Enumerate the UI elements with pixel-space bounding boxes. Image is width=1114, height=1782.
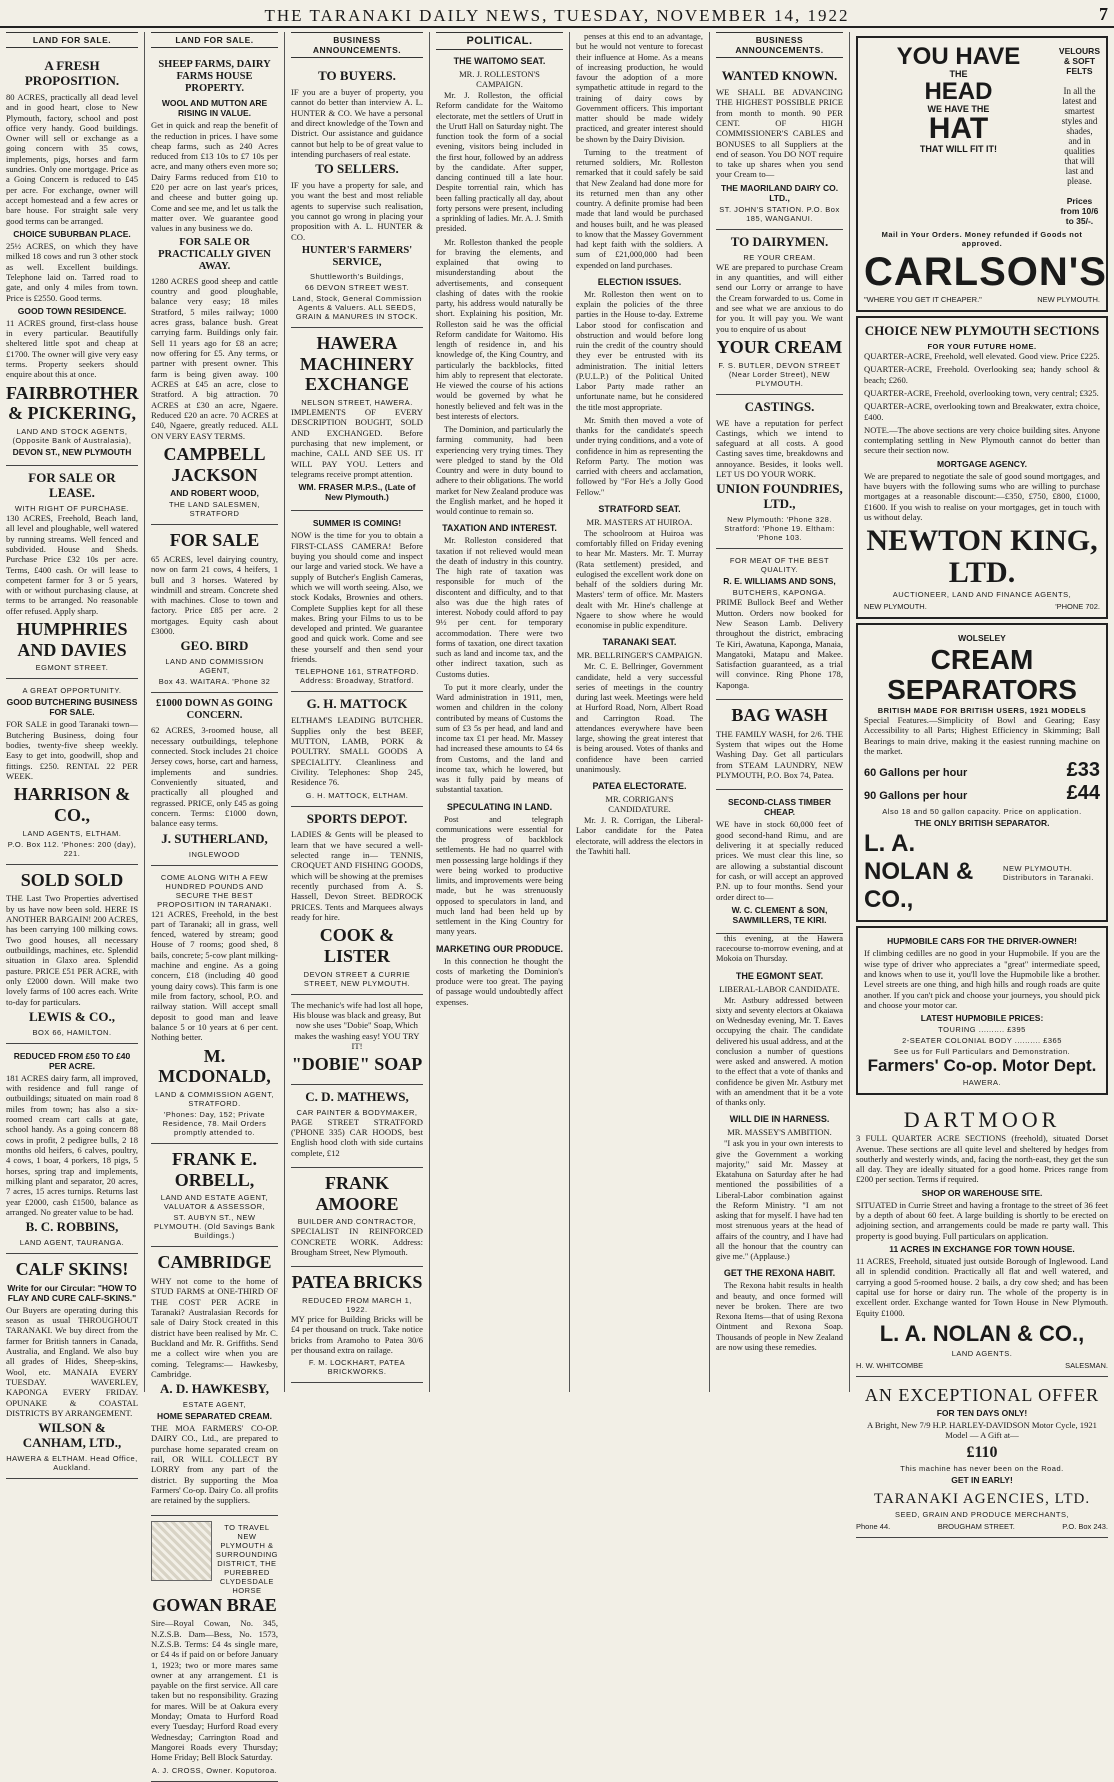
ad-subheading: FOR TEN DAYS ONLY! [936, 1407, 1028, 1418]
ad-subheading: COME ALONG WITH A FEW HUNDRED POUNDS AND SECURE THE BEST PROPOSITION IN TARANAKI. [157, 872, 272, 909]
ad-subheading: AUCTIONEER, LAND AND FINANCE AGENTS, [892, 590, 1072, 600]
ad-body: FOR SALE in good Taranaki town—Butchering Business, doing four bodies, twenty-five sheep weekly. Easy to get into, goodwill, shop and fittings. £250. RENTAL 22 PER WEEK. [6, 719, 138, 781]
ad-note: Also 18 and 50 gallon capacity. Price on application. [882, 807, 1082, 817]
ad-body: THE MOA FARMERS' CO-OP. DAIRY CO., Ltd., are prepared to purchase home separated cream on rail, OR WILL COLLECT BY LORRY from any part of the district. By supporting the Moa Farmers' Co-op. Dairy Co. all profits are retained by the suppliers. [151, 1423, 278, 1506]
city: HAWERA. [962, 1078, 1002, 1088]
ad-address: TELEPHONE 161, STRATFORD. Address: Broadway, Stratford. [294, 667, 420, 686]
salesman-label: SALESMAN. [1065, 1360, 1108, 1370]
wolseley-ad [856, 623, 1108, 922]
ad-heading: WANTED KNOWN. [721, 68, 838, 83]
ad-heading: TO BUYERS. [318, 68, 396, 83]
ad-heading: J. SUTHERLAND, [161, 830, 268, 846]
distributor: NEW PLYMOUTH. Distributors in Taranaki. [1003, 864, 1094, 883]
ad-heading: FRANK AMOORE [315, 1173, 399, 1214]
advert [716, 64, 843, 230]
ad-subheading: SUMMER IS COMING! [312, 518, 402, 529]
ad-subheading: LAND AND COMMISSION AGENT, [165, 657, 264, 676]
ad-subheading: RE YOUR CREAM. [743, 252, 816, 262]
ad-heading: A FRESH PROPOSITION. [24, 58, 120, 88]
article-subheading: LIBERAL-LABOR CANDIDATE. [719, 983, 840, 994]
article-heading: SPECULATING IN LAND. [446, 801, 553, 812]
newton-king-logo: NEWTON KING, LTD. [866, 524, 1098, 589]
ad-heading: "DOBIE" SOAP [291, 1054, 423, 1075]
article-paragraph: Mr. Rolleston thanked the people for braving the elements, and explained that owing to misunderstanding about the advertisements, and consequent clashing of dates with the rookie party, his address would naturally be short. Explaining his position, Mr. Rolleston said he was the official Reform candidate for Waitomo. His length of residence in, and his knowledge of, the King Country, and particularly the backblocks, fitted him ably to represent that electorate. He viewed the course of his actions would be governed by what he honestly believed and felt was in the best interests of electors. [436, 237, 563, 421]
ad-subheading: FOR MEAT OF THE BEST QUALITY. [729, 556, 830, 575]
column-heading: POLITICAL. [436, 32, 563, 50]
hupmobile-ad [856, 926, 1108, 1095]
section-line: QUARTER-ACRE, Freehold, well elevated. Good view. Price £225. [864, 350, 1100, 361]
ad-address: LAND AGENT, TAURANGA. [19, 1238, 125, 1248]
ad-subheading: 11 ACRES IN EXCHANGE FOR TOWN HOUSE. [889, 1244, 1075, 1255]
horse-illustration [151, 1521, 212, 1581]
ad-subheading: MORTGAGE AGENCY. [937, 458, 1027, 469]
hat-ad-right [1059, 44, 1100, 228]
article-subheading: MR. MASTERS AT HUIROA. [586, 516, 693, 527]
ad-note: This machine has never been on the Road. [900, 1463, 1064, 1473]
ad-subheading: Mail in Your Orders. Money refunded if Goods not approved. [881, 230, 1083, 248]
ad-subheading: TO TRAVEL NEW PLYMOUTH & SURROUNDING DISTRICT, THE PUREBRED CLYDESDALE HORSE [215, 1522, 279, 1595]
price-row [864, 759, 1100, 782]
ad-subheading: CAR PAINTER & BODYMAKER, [296, 1107, 418, 1117]
column-6 [710, 32, 850, 1392]
ad-subheading: ESTATE AGENT, [182, 1400, 247, 1410]
ad-heading: SECOND-CLASS TIMBER CHEAP. [728, 797, 831, 818]
ad-heading: TO DAIRYMEN. [730, 233, 829, 249]
article-paragraph: The Dominion, and particularly the farming community, had been experiencing very trying times. They were pledged to stand by the Old Country and were in duty bound to adhere to their obligations. The world market for New Zealand produce was the English market, and he hoped it would continue to remain so. [436, 425, 563, 516]
ad-address: INGLEWOOD [188, 849, 241, 859]
ad-heading: FAIRBROTHER & PICKERING, [6, 382, 139, 424]
ad-address: G. H. MATTOCK, ELTHAM. [305, 790, 409, 800]
ad-body: A Bright, New 7/9 H.P. HARLEY-DAVIDSON Motor Cycle, 1921 Model — A Gift at— [867, 1419, 1097, 1441]
ad-body: Sire—Royal Cowan, No. 345, N.Z.S.B. Dam—Bess, No. 1573, N.Z.S.B. Terms: £4 4s single mare, or £4 4s if paid on or before January 1, 1923; two or more mares same owner at any arrangement. £1 is payable on the first service. All care taken but no responsibility. Grazing for mares. Will be at Oakura every Monday; Omata to Hurford Road every Tuesday; Hurford Road every Wednesday; Carrington Road and Mangorei Roads every Thursday; Home Friday; Bell Block Saturday. [151, 1618, 278, 1763]
ad-subheading: SHOP OR WAREHOUSE SITE. [921, 1187, 1043, 1198]
article-heading: STRATFORD SEAT. [598, 503, 681, 514]
ad-heading: R. E. WILLIAMS AND SONS, [723, 576, 836, 587]
ad-address: BUTCHERS, KAPONGA. [732, 588, 827, 598]
ad-address: A. J. CROSS, Owner. Koputoroa. [151, 1765, 278, 1775]
ad-body: ELTHAM'S LEADING BUTCHER. Supplies only the best BEEF, MUTTON, LAMB, PORK & POULTRY. SMALL GOODS A SPECIALITY. Cleanliness and Civility. Telephones: Shop 245, Residence 76. [291, 715, 423, 788]
ad-body: WE have in stock 60,000 feet of good second-hand Rimu, and are delivering it at specially reduced prices. We must clear this line, so are allowing a substantial discount for cash, or will accept an approved P.N. up to four months. Send your order direct to— [716, 819, 843, 902]
ad-footer [856, 1361, 1108, 1370]
advert [151, 1144, 278, 1247]
advert [151, 1247, 278, 1515]
ad-address: F. S. BUTLER, DEVON STREET (Near Lorder Street), NEW PLYMOUTH. [718, 360, 841, 388]
ad-body: PAGE STREET STRATFORD ('PHONE 335) CAR HOODS, best English hood cloth with side curtains complete, £12 [291, 1116, 423, 1158]
column-heading: BUSINESS ANNOUNCEMENTS. [291, 32, 423, 58]
article-heading: MARKETING OUR PRODUCE. [436, 943, 564, 954]
phone: Phone 44. [856, 1521, 891, 1531]
ad-address: EGMONT STREET. [35, 663, 109, 673]
ad-heading: WILSON & CANHAM, LTD., [22, 1420, 122, 1451]
advert [716, 549, 843, 700]
ad-heading: SPORTS DEPOT. [306, 810, 408, 826]
ad-heading: C. D. MATHEWS, [305, 1088, 409, 1104]
price-line: 2-SEATER COLONIAL BODY .......... £365 [902, 1036, 1062, 1046]
ad-heading: UNION FOUNDRIES, LTD., [716, 481, 843, 512]
article-heading: THE WAITOMO SEAT. [453, 56, 546, 66]
ad-heading: FOR SALE [169, 530, 260, 551]
ad-subheading: LAND AGENTS. [951, 1348, 1013, 1358]
price-row [864, 782, 1100, 805]
advert [151, 525, 278, 693]
article-paragraph: Mr. Rolleston considered that taxation if not relieved would mean the death of industry in this country. The high rate of taxation was responsible for much of the discontent and difficulty, and to that also was due the high rates of interest. Nobody could afford to pay 9½ per cent. for temporary accommodation. There were two forms of taxation, one direct taxation such as land and income tax, and the other indirect taxation, such as Customs duties. [436, 536, 563, 679]
ad-heading: HEAD [924, 78, 993, 106]
ad-body: NOW is the time for you to obtain a FIRST-CLASS CAMERA! Before buying you should come and inspect our large and varied stock. We have a supply of Butcher's English Cameras, which we will worth seeing. Also, we stock Kodaks, Brownies and others. Complete Supplies kept for all these makes. Bring your Films to us to be developed and printed. We guarantee good and quick work. Come and see these yourself and then send your friends. [291, 530, 423, 665]
article-paragraph: penses at this end to an advantage, but he would not venture to forecast their influence at Home. As a means of increasing production, he would favour the adoption of a more sympathetic attitude in regard to the training of dairy cows by Government officers. This important matter should be made widely practiced, and greater interest should be shown by the Dairy Division. [576, 32, 703, 144]
ad-heading: FOR SALE OR PRACTICALLY GIVEN AWAY. [158, 236, 271, 272]
column-4 [430, 32, 570, 1392]
ad-body: The mechanic's wife had lost all hope, His blouse was black and greasy, But now she uses "Dobie" Soap, Which makes the washing easy! YOU TRY IT! [291, 999, 423, 1051]
ad-subheading: WE HAVE THE [927, 104, 990, 115]
ad-address: Box 43. WAITARA. 'Phone 32 [158, 677, 271, 687]
ad-address: 66 DEVON STREET WEST. [304, 283, 410, 293]
po-box: P.O. Box 243. [1062, 1521, 1108, 1531]
advert [291, 328, 423, 511]
ad-body: 1280 ACRES good sheep and cattle country and good ploughable, balance very easy; 18 miles Stratford, 5 miles railway; 1000 acres grass, balance bush. Great carrying farm. Buildings only fair. Sell 11 years ago for £8 an acre; now offering for £5. Any terms, or partner with present owner. This farm is being given away. 100 ACRES at £45 an acre, close to Stratford. A big attraction. 70 ACRES at £30 an acre, Ngaere. Reduced £20 an acre. 70 ACRES at £40, Ngaere, greatly reduced. ALL ON VERY EASY TERMS. [151, 275, 278, 441]
ad-body: 11 ACRES, Freehold, situated just outside Borough of Inglewood. Land all in splendid condition. Practically all flat and well watered, and carrying a good 5-roomed house. 2 bails, a dry cow shed; and has been capital use for horse or dairy run. The whole of the property is in excellent order. Exchange wanted for Town House in New Plymouth. Equity £1000. [856, 1256, 1108, 1318]
ad-body: SPECIALIST IN REINFORCED CONCRETE WORK. Address: Brougham Street, New Plymouth. [291, 1226, 423, 1258]
article-paragraph: this evening, at the Hawera racecourse to-morrow evening, and at Mokoia on Thursday. [716, 933, 843, 964]
ad-body: Our Buyers are operating during this season as usual THROUGHOUT TARANAKI. We buy direct from the farmer for British tanners in Canada, Australia, and England. We also buy all grades of Hides, Sheep-skins, Wool, etc. MANAIA EVERY TUESDAY. WAVERLEY, KAPONGA EVERY FRIDAY. OPUNAKE & COASTAL DISTRICTS BY ARRANGEMENT. [6, 1304, 138, 1418]
ad-subheading: A GREAT OPPORTUNITY. [22, 686, 122, 696]
carlsons-ad [856, 36, 1108, 312]
column-heading: LAND FOR SALE. [6, 32, 138, 48]
ad-body: In all the latest and smartest styles and shades, and in qualities that will last and please. [1061, 86, 1098, 186]
article-subheading: MR. J. ROLLESTON'S CAMPAIGN. [459, 69, 540, 89]
ad-heading: GOWAN BRAE [152, 1594, 277, 1615]
ad-subheading: WOLSELEY [958, 633, 1006, 644]
nolan-logo: L. A. NOLAN & CO., [864, 830, 974, 914]
article-paragraph: Mr. Smith then moved a vote of thanks for the candidate's speech under trying conditions, and a vote of confidence in him as representing the Reform Party. The motion was carried with cheers and acclamation, followed by "For He's a Jolly Good Fellow." [576, 415, 703, 497]
ad-subheading: THE MAORILAND DAIRY CO. LTD., [720, 182, 839, 203]
city: NEW PLYMOUTH. [864, 602, 927, 612]
article-paragraph: "I ask you in your own interests to give the Government a working majority," said Mr. Massey at Ekatahuna on Saturday after he had mentioned the possibilities of a Liberal-Labor combination against the Reform Ministry. "I am not asking that for myself. I have had ten most strenuous years at the head of affairs of the country, and I have had all the honour that the country can give me." (Applause.) [716, 1139, 843, 1262]
price-label: 60 Gallons per hour [864, 767, 968, 780]
ad-heading: £1000 DOWN AS GOING CONCERN. [156, 698, 273, 722]
ad-price: £110 [966, 1443, 998, 1461]
advert [716, 700, 843, 790]
article-paragraph: Mr. Astbury addressed between sixty and seventy electors at Okaiawa on Wednesday evening, Mr. T. Eaves occupying the chair. The candidate delivered his usual address, and at the conclusion a number of questions were asked and answered. A motion to the effect that a vote of thanks and confidence be given Mr. Astbury met with an amendment that it be a vote of thanks only. [716, 995, 843, 1108]
advert [291, 511, 423, 692]
ad-heading: CASTINGS. [744, 398, 815, 414]
ad-subheading: AND ROBERT WOOD, [170, 488, 259, 499]
ad-heading: CAMBRIDGE [157, 1252, 272, 1273]
advert [291, 692, 423, 806]
ad-subheading: WITH RIGHT OF PURCHASE. [14, 503, 130, 513]
ad-heading: FOR SALE OR LEASE. [28, 470, 116, 500]
section-line: QUARTER-ACRE, Freehold, overlooking town, very central; £325. [864, 387, 1099, 398]
ad-heading: CALF SKINS! [15, 1259, 129, 1280]
ad-heading: A. D. HAWKESBY, [160, 1381, 269, 1397]
column-3 [285, 32, 430, 1392]
ad-address: New Plymouth: 'Phone 328. Stratford: 'Phone 19. Eltham: 'Phone 103. [724, 515, 835, 543]
ad-subheading: LAND & COMMISSION AGENT, STRATFORD. [154, 1089, 275, 1108]
ad-heading: CAMPBELL JACKSON [163, 443, 266, 485]
ad-address: THE LAND SALESMEN, STRATFORD [168, 500, 261, 519]
ad-subheading: LATEST HUPMOBILE PRICES: [920, 1013, 1044, 1024]
ad-body: 62 ACRES, 3-roomed house, all necessary outbuildings, telephone connected. Stock includes 21 choice Jersey cows, horse, cart and harness, implements and sundries. Conveniently situated, and practically all ploughed and regrassed. PRICE, only £45 as going concern. Terms: £1000 down, balance easy terms. [151, 725, 278, 829]
advert [6, 865, 138, 1044]
ad-body: 181 ACRES dairy farm, all improved, with residence and full range of outbuildings; situated on main road 8 miles from town; has also a six-roomed cream cart calls at gate, school handy. As a going concern 88 cows in profit, 2 pedigree bulls, 2 18 months old heifers, 6 calves, poultry, 4 cows, 1 boar, 4 porkers, 18 pigs, 5 horses, spring trap and implements, milking plant and separator, 20 acres, 7 acres, 15 acres turnips. Returns last year £2000, cash £1500, balance as arranged. No greater value to be had. [6, 1072, 138, 1217]
article-heading: PATEA ELECTORATE. [592, 781, 687, 791]
ad-footer [864, 602, 1100, 611]
article-paragraph: Turning to the treatment of returned soldiers, Mr. Rolleston remarked that it could safely be said that New Zealand had done more for its returned men than any other country. A definite promise had been made that land would be purchased and houses built, and he was pleased to know that the Massey Government had kept faith with the soldiers. A sum of £21,000,000 had been expended on land purchases. [576, 147, 703, 270]
ad-address: DEVON STREET & CURRIE STREET, NEW PLYMOUTH. [303, 969, 411, 988]
article-paragraph: Mr. J. R. Corrigan, the Liberal-Labor candidate for the Patea electorate, will address the electors in the Tawhiti hall. [576, 816, 703, 856]
column-2 [145, 32, 285, 1775]
ad-heading: HAT [928, 112, 989, 146]
ad-footer [864, 830, 1100, 914]
article-paragraph: The schoolroom at Huiroa was comfortably filled on Friday evening to hear Mr. Masters. Mr. T. Murray (Rata settlement) presided, and eulogised the excellent work done on behalf of the soldiers during Mr. Masters' term of office. Mr. Masters dealt with Mr. Hine's challenge at Ngaere to show where he would economise in public expenditure. [576, 528, 703, 630]
advert [716, 230, 843, 395]
advert [291, 807, 423, 995]
advert [6, 679, 138, 864]
ad-heading: PATEA BRICKS [291, 1272, 423, 1293]
advert [151, 693, 278, 865]
price-value: £44 [1066, 782, 1100, 805]
article-heading: THE EGMONT SEAT. [735, 970, 824, 981]
advert [6, 1254, 138, 1479]
ad-heading: HARRISON & CO., [13, 784, 131, 825]
ad-subheading: THE [949, 69, 968, 80]
ad-heading: COOK & LISTER [319, 925, 395, 966]
ad-subheading: REDUCED FROM £50 TO £40 PER ACRE. [13, 1050, 131, 1071]
article-subheading: MR. BELLRINGER'S CAMPAIGN. [576, 650, 703, 661]
dartmoor-ad [856, 1099, 1108, 1377]
ad-heading: HUMPHRIES AND DAVIES [16, 619, 128, 660]
column-heading: LAND FOR SALE. [151, 32, 278, 48]
article-subheading: MR. CORRIGAN'S CANDIDATURE. [605, 794, 674, 814]
ad-footer [864, 295, 1100, 304]
advert [716, 790, 843, 934]
article-paragraph: Post and telegraph communications were essential for the progress of backblock settlements. He had no quarrel with men possessing large holdings if they were being worked to productive limits, and improvements were being made, but he was strenuously opposed to speculators in land, and much land had been held up by settlement in the King Country for many years. [436, 814, 563, 937]
ad-address: ST. JOHN'S STATION. P.O. Box 185, WANGANUI. [719, 204, 840, 223]
ad-subheading: GOOD BUTCHERING BUSINESS FOR SALE. [6, 697, 138, 718]
ad-subheading: GOOD TOWN RESIDENCE. [17, 305, 127, 316]
ad-address: BOX 66, HAMILTON. [32, 1027, 112, 1037]
ad-body: 3 FULL QUARTER ACRE SECTIONS (freehold), situated Dorset Avenue. These sections are all quite level and sheltered by hedges from southerly and westerly winds, and, facing the north-east, they get the sun all day. They are ideally situated for a good home. Prices range from £200 per section. Terms if required. [856, 1133, 1108, 1185]
newton-king-ad [856, 316, 1108, 619]
phone: 'PHONE 702. [1055, 602, 1100, 612]
advert [151, 1516, 278, 1782]
column-1 [0, 32, 145, 1473]
ad-subheading: CHOICE SUBURBAN PLACE. [13, 228, 131, 239]
ad-heading: M. MCDONALD, [158, 1045, 271, 1087]
ad-heading: GEO. BIRD [180, 638, 249, 654]
ad-heading: BAG WASH [731, 705, 828, 726]
article-paragraph: To put it more clearly, under the Ward administration in 1911, men, women and children in the colony contributed by means of Customs the sum of £3 5s per head, and land and income tax £1 per head. Mr. Massey had increased these amounts to £4 6s from Customs, and the land and income tax, which he lowered, but was it fully paid by means of substantial taxation. [436, 682, 563, 795]
page-number: 7 [1099, 4, 1108, 24]
hat-ad-top [864, 44, 1100, 228]
advert [6, 466, 138, 679]
article-heading: ELECTION ISSUES. [597, 276, 682, 287]
ad-heading: SOLD SOLD [20, 869, 124, 890]
salesman-name: H. W. WHITCOMBE [856, 1360, 924, 1370]
article-subheading: MR. MASSEY'S AMBITION. [727, 1127, 832, 1138]
ad-body: 25½ ACRES, on which they have milked 18 cows and run 3 other stock as well. Excellent buildings. Telephone laid on. Tarred road to gate, and only 4 miles from town. Price is £2550. Good terms. [6, 240, 138, 303]
ad-subheading: Shuttleworth's Buildings, [310, 272, 404, 282]
article-heading: GET THE REXONA HABIT. [723, 1268, 836, 1279]
ad-body: If climbing cedilles are no good in your Hupmobile. If you are the wise type of driver who appreciates a "great" intermediate speed, and knows when to use it, you'll love the Hupmobile like a brother. Level streets are one thing, and high hills and rough roads are quite another. If you can't pick and choose your journeys, you should pick and choose your motor car. [864, 948, 1100, 1010]
ad-subheading: WOOL AND MUTTON ARE RISING IN VALUE. [161, 98, 268, 119]
ad-body: WE have a reputation for perfect Castings, which we intend to safeguard at all costs. A good Casting saves time, breakdowns and annoyance. Besides, it looks well. LET US DO YOUR WORK. [716, 417, 843, 480]
ad-body: IF you are a buyer of property, you cannot do better than interview A. L. HUNTER & CO. We have a personal and direct knowledge of the Town and District. Our assistance and guidance cannot but help to be of great value to intending purchasers of real estate. [291, 86, 423, 159]
ad-address: F. M. LOCKHART, PATEA BRICKWORKS. [308, 1358, 406, 1377]
ad-body: 11 ACRES ground, first-class house in every particular. Beautifully sheltered little spot and cheap at £1700. The owner will give very easy terms. Property seekers should enquire about this at once. [6, 317, 138, 380]
ad-body: SITUATED in Currie Street and having a frontage to the street of 36 feet by a depth of about 60 feet. A large building is shortly to be erected on adjoining section, and arrangements could be made re party wall. This property is good buying. Full particulars on application. [856, 1199, 1108, 1241]
ad-row [151, 1521, 278, 1595]
nolan-logo: L. A. NOLAN & CO., [879, 1320, 1085, 1346]
masthead [0, 0, 1114, 28]
ad-heading: FRANK E. ORBELL, [172, 1148, 257, 1190]
ad-heading: HAWERA MACHINERY EXCHANGE [299, 333, 415, 395]
advert [6, 54, 138, 466]
price-label: 90 Gallons per hour [864, 790, 968, 803]
ad-body: 80 ACRES, practically all dead level and in good heart, close to New Plymouth, factory, school and post office very handy. Good buildings. Owner will sell or exchange as a going concern with 35 cows, implements, pigs, horses and farm sundries. Only one mortgage. Price as a Going Concern is reduced to £45 per acre. For exchange, owner will accept homestead and a few acres or bare house. For straight sale very good terms can be arranged. [6, 91, 138, 226]
ad-subheading: BRITISH MADE FOR BRITISH USERS, 1921 MODELS [877, 706, 1087, 716]
ad-subheading: HOME SEPARATED CREAM. [157, 1411, 272, 1422]
advert [716, 395, 843, 550]
ad-note: NOTE.—The above sections are very choice building sites. Anyone contemplating settling in New Plymouth cannot do better than secure their section now. [864, 424, 1100, 456]
ad-subheading: THE ONLY BRITISH SEPARATOR. [914, 818, 1050, 829]
ad-body: THE Last Two Properties advertised by us have now been sold. HERE IS ANOTHER BARGAIN! 200 ACRES, has been carrying 100 milking cows. Two good houses, all necessary outbuildings, machines, etc. Splendid situation in Glaxo area. Splendid pasture. PRICE £51 PER ACRE, with only £2000 down. Will make two lovely farms of 100 acres each. Write to-day for particulars. [6, 893, 138, 1007]
harley-ad [856, 1377, 1108, 1538]
ad-body: Land, Stock, General Commission Agents & Valuers. ALL SEEDS, GRAIN & MANURES IN STOCK. [292, 294, 422, 322]
slogan: "WHERE YOU GET IT CHEAPER." [864, 295, 982, 304]
street: BROUGHAM STREET. [937, 1521, 1015, 1531]
taranaki-agencies-logo: TARANAKI AGENCIES, LTD. [873, 1490, 1091, 1507]
ad-subheading: Write for our Circular: "HOW TO FLAY AND CURE CALF-SKINS." [7, 1282, 137, 1303]
ad-body: MY price for Building Bricks will be £4 per thousand on truck. Take notice bricks from Aramoho to Patea 30/6 per thousand extra on railage. [291, 1314, 423, 1355]
article-paragraph: Mr. C. E. Bellringer, Government candidate, held a very successful series of meetings in the country during last week. Meetings were held at Hurford Road, Norn, Albert Road and Carrington Road. The attendances everywhere have been large, showing the great interest that is being aroused. Votes of thanks and confidence have been carried unanimously. [576, 662, 703, 774]
ad-subheading: NELSON STREET, HAWERA. [301, 398, 413, 408]
ad-body: LADIES & Gents will be pleased to learn that we have secured a well-selected range in— TENNIS, CROQUET AND FISHING GOODS, which will be showing at the premises recently purchased from A. S. Hassell, Devon Street. BEDROCK PRICES. Tents and Marquees always ready for hire. [291, 829, 423, 922]
article-paragraph: In this connection he thought the costs of marketing the Dominion's produce were too great. The paying of passage would undoubtedly affect expenses. [436, 956, 563, 1007]
ad-body: Get in quick and reap the benefit of the reduction in prices. I have some cheap farms, such as 240 Acres reduced from £13 10s to £7 10s per acre, and many others even more so; Dairy Farms reduced from £10 to £20 per acre on last year's prices, and cheese and butter going up. Come and see me, and let us talk the matter over. We guarantee good values in any business we do. [151, 120, 278, 234]
article-paragraph: Mr. J. Rolleston, the official Reform candidate for the Waitomo electorate, met the settlers of Urutī in the Urutī Hall on Saturday night. The function took the form of a social evening, visitors being included in the first hour, followed by an address by the candidate. After supper, dancing continued till a late hour. Despite torrential rain, which has been falling practically all day, about forty persons were present, including a sprinkling of ladies. Mr. A. J. Smith presided. [436, 91, 563, 234]
ad-subheading: SEED, GRAIN AND PRODUCE MERCHANTS, [894, 1509, 1070, 1519]
ad-body: 121 ACRES, Freehold, in the best part of Taranaki; all in grass, well fenced, watered by stream; good House of 7 rooms; good shed, 8 bails, concrete; 5-cow plant milking-machine and engine. As a going concern, £18 (including 40 good young dairy cows). This farm is one mile from factory, school, P.O. and railway station. Will accept small deposit to good man and leave balance 5 or 10 years at 6 per cent. Nothing better. [151, 908, 278, 1043]
ad-heading: AN EXCEPTIONAL OFFER [864, 1384, 1100, 1405]
column-7 [850, 32, 1114, 1531]
section-line: QUARTER-ACRE, Freehold. Overlooking sea; handy school & beach; £260. [864, 364, 1100, 385]
ad-address: DEVON ST., NEW PLYMOUTH [12, 447, 132, 458]
article-heading: TAXATION AND INTEREST. [442, 523, 557, 534]
price-line: TOURING .......... £395 [938, 1025, 1026, 1035]
article-heading: WILL DIE IN HARNESS. [729, 1114, 830, 1125]
masthead-title: THE TARANAKI DAILY NEWS, TUESDAY, NOVEMBER 14, 1922 [264, 6, 850, 25]
ad-price: Prices from 10/6 to 35/-. [1060, 196, 1099, 226]
ad-subheading: LAND AND STOCK AGENTS, (Opposite Bank of Australasia), [12, 427, 132, 446]
ad-heading: LEWIS & CO., [29, 1008, 115, 1024]
column-heading: BUSINESS ANNOUNCEMENTS. [716, 32, 843, 58]
section-line: QUARTER-ACRE, overlooking town and Breakwater, extra choice, £400. [864, 401, 1100, 422]
advert [291, 1168, 423, 1267]
article-heading: TARANAKI SEAT. [602, 637, 677, 648]
ad-heading: SHEEP FARMS, DAIRY FARMS HOUSE PROPERTY. [158, 59, 271, 95]
ad-address: P.O. Box 112. 'Phones: 200 (day), 221. [7, 839, 137, 858]
advert [291, 1085, 423, 1168]
ad-cta: GET IN EARLY! [951, 1474, 1013, 1485]
ad-body: 130 ACRES, Freehold, Beach land, all level and ploughable, well watered by running streams. Well fenced and subdivided. House and Sheds. Purchase Price £32 10s per acre. Terms, £400 cash. Or will lease to competent farmer for 3 or 5 years, with or without purchasing clause, at terms to be arranged. No reasonable offer refused. Apply sharp. [6, 512, 138, 616]
advert [291, 995, 423, 1085]
farmers-logo: Farmers' Co-op. Motor Dept. [867, 1056, 1097, 1076]
advert [6, 1044, 138, 1254]
ad-address: WM. FRASER M.P.S., (Late of New Plymouth.) [298, 482, 416, 503]
city: NEW PLYMOUTH. [1037, 295, 1100, 304]
ad-subheading: LAND AND ESTATE AGENT, VALUATOR & ASSESSOR, [160, 1193, 269, 1212]
ad-heading: B. C. ROBBINS, [25, 1219, 119, 1235]
column-5 [570, 32, 710, 1392]
ad-heading: HUPMOBILE CARS FOR THE DRIVER-OWNER! [887, 936, 1077, 947]
ad-heading: CHOICE NEW PLYMOUTH SECTIONS [864, 323, 1100, 338]
ad-heading: CREAM SEPARATORS [887, 644, 1077, 705]
ad-subheading: FOR YOUR FUTURE HOME. [927, 341, 1037, 351]
carlsons-logo: CARLSON'S [864, 250, 1107, 294]
ad-body: Special Features.—Simplicity of Bowl and Gearing; Easy Accessibility to all Parts; Highest Efficiency in Skimming; Ball Bearings to main drive, making it the easiest running machine on the market. [864, 715, 1100, 757]
article-paragraph: Mr. Rolleston then went on to explain the policies of the three parties in the House to-day. Extreme Labor stood for confiscation and obstruction and would before long ruin the credit of the country should they ever be entrusted with its administration. The initial letters (P.U.L.P.) of the Political United Labor Party made rather an unfortunate name, but he considered the title most appropriate. [576, 289, 703, 412]
ad-address: W. C. CLEMENT & SON, SAWMILLERS, TE KIRI. [731, 904, 828, 925]
article-paragraph: The Rexona habit results in health and beauty, and once formed will never be broken. There are two Rexona Items—that of using Rexona Ointment and Rexona Soap. Thousands of people in New Zealand are now using these remedies. [716, 1281, 843, 1352]
ad-footer [856, 1522, 1108, 1531]
ad-body: We are prepared to negotiate the sale of good sound mortgages, and have buyers with the following sums who are willing to purchase mortgages at a reasonable discount:—£350, £750, £800, £1000, £1600. If you wish to realise on your mortgages, get in touch with us without delay. [864, 470, 1100, 522]
ad-body: IF you have a property for sale, and you want the best and most reliable agents to supervise such realisation, you cannot go wrong in placing your proposition with A. L. HUNTER & CO. [291, 180, 423, 242]
ad-heading: YOU HAVE [896, 43, 1021, 70]
hat-ad-left [864, 44, 1053, 228]
ad-note: See us for Full Particulars and Demonstration. [893, 1047, 1071, 1057]
ad-address: ST. AUBYN ST., NEW PLYMOUTH. (Old Savings Bank Buildings.) [154, 1213, 275, 1241]
advert [291, 64, 423, 328]
ad-heading: TO SELLERS. [315, 161, 399, 177]
ad-address: 'Phones: Day, 152; Private Residence, 78. Mail Orders promptly attended to. [162, 1109, 267, 1137]
ad-subheading: THAT WILL FIT IT! [919, 144, 998, 155]
ad-body: IMPLEMENTS OF EVERY DESCRIPTION BOUGHT, SOLD AND EXCHANGED. Before purchasing that new implement, or machine, CALL AND SEE US. IT WILL PAY YOU. Letters and telegrams receive prompt attention. [291, 407, 423, 479]
ad-subheading: BUILDER AND CONTRACTOR, [297, 1217, 417, 1227]
advert [151, 866, 278, 1144]
ad-heading: G. H. MATTOCK [306, 696, 408, 712]
advert [151, 54, 278, 525]
ad-subheading: VELOURS & SOFT FELTS [1058, 46, 1100, 76]
ad-subheading: REDUCED FROM MARCH 1, 1922. [302, 1296, 412, 1315]
ad-body: PRIME Bullock Beef and Wether Mutton. Orders now booked for New Season Lamb. Delivery throughout the district, embracing Te Kiri, Awatuna, Kaponga, Manaia, Mangatoki, Matapu and Makee. Satisfaction guaranteed, as a trial will convince. Ring Phone 178, Kaponga. [716, 597, 843, 690]
ad-body: WHY not come to the home of STUD FARMS at ONE-THIRD OF THE COST PER ACRE in Taranaki? Australasian Records for sale of Dairy Stock created in this district have been realised by Mr. C. Buckland and Mr. R. Griffiths. Send me a collect wire when you are coming. Telegrams:— Hawkesby, Cambridge. [151, 1276, 278, 1379]
ad-body: 65 ACRES, level dairying country, now on farm 21 cows, 4 heifers, 1 bull and 3 horses. Watered by windmill and stream. Concrete shed with machines. Close to town and factory. Price £85 per acre. 2 mortgages. Equity cash about £3000. [151, 553, 278, 637]
price-value: £33 [1066, 759, 1100, 782]
ad-body: THE FAMILY WASH, for 2/6. THE System that wipes out the Home Washing Day. Get all particulars from STEAM LAUNDRY, NEW PLYMOUTH, P.O. Box 74, Patea. [716, 728, 843, 780]
ad-heading: YOUR CREAM [716, 336, 843, 357]
ad-address: HAWERA & ELTHAM. Head Office, Auckland. [6, 1454, 138, 1473]
ad-subheading: LAND AGENTS, ELTHAM. [22, 828, 122, 838]
ad-body: WE SHALL BE ADVANCING THE HIGHEST POSSIBLE PRICE from month to month. 90 PER CENT. OF HIGH COMMISSIONER'S CABLES and BONUSES to all Suppliers at the end of season. You DO NOT require to take up shares when you send your Cream to— [716, 86, 843, 180]
ad-heading: HUNTER'S FARMERS' SERVICE, [301, 244, 413, 268]
ad-heading: DARTMOOR [903, 1107, 1061, 1133]
ad-body: WE are prepared to purchase Cream in any quantities, and will either send our Lorry or arrange to have the Cream forwarded to us. Come in and see what we are anxious to do for you. It will pay you. We want you to enquire of us about [716, 261, 843, 334]
advert [291, 1267, 423, 1383]
